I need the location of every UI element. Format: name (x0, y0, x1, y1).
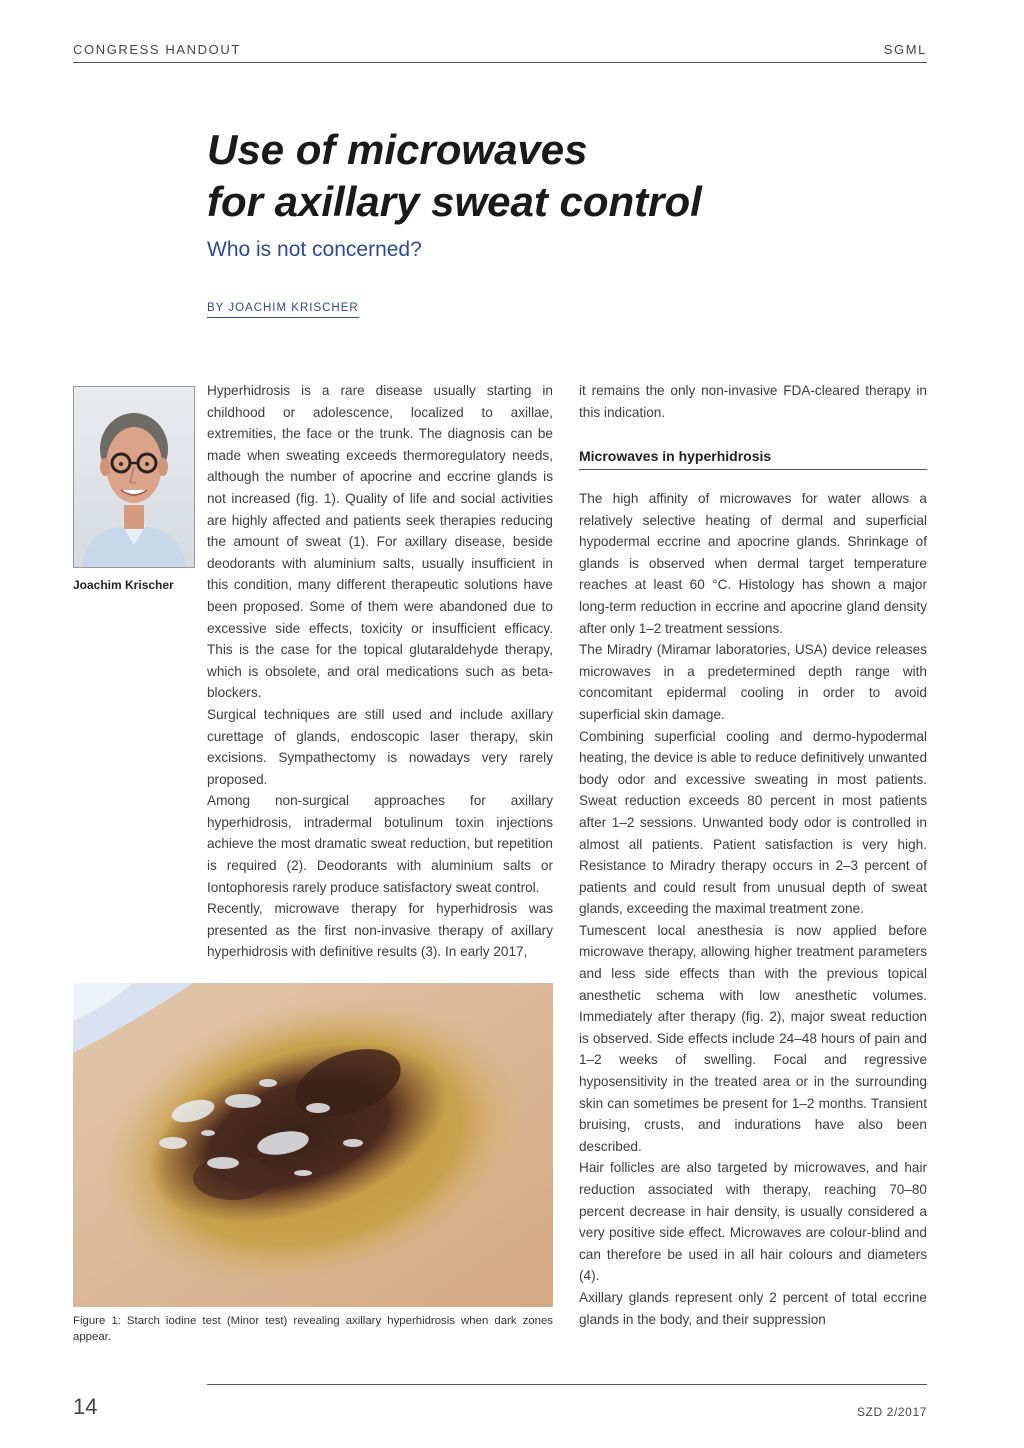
article-title (207, 124, 927, 228)
body-paragraph: Tumescent local anesthesia is now applied before microwave therapy, allowing higher treatment parameters and less side effects than with the previous topical anesthetic schema with low anesthetic volumes. Immediately after therapy (fig. 2), major sweat reduction is observed. Side effects include 24–48 hours of pain and 1–2 weeks of swelling. Focal and regressive hyposensitivity in the treated area or in the surrounding skin can sometimes be present for 1–2 months. Transient bruising, crusts, and indurations have also been described. (579, 922, 927, 1154)
body-paragraph: Hyperhidrosis is a rare disease usually starting in childhood or adolescence, localized to axillae, extremities, the face or the trunk. The diagnosis can be made when sweating exceeds thermoregulatory needs, although the number of apocrine and eccrine glands is not increased (fig. 1). Quality of life and social activities are highly affected and patients seek therapies reducing the amount of sweat (1). For axillary disease, beside deodorants with aluminium salts, usually insufficient in this condition, many different therapeutic solutions have been proposed. Some of them were abandoned due to excessive side effects, toxicity or insufficient efficacy. This is the case for the topical glutaraldehyde therapy, which is obsolete, and oral medications such as beta-blockers. (207, 383, 553, 701)
author-byline: BY JOACHIM KRISCHER (207, 302, 359, 318)
body-paragraph: Combining superficial cooling and dermo-hypodermal heating, the device is able to reduce definitively unwanted body odor and excessive sweating in most patients. Sweat reduction exceeds 80 percent in most patients after 1–2 sessions. Unwanted body odor is controlled in almost all patients. Patient satisfaction is very high. Resistance to Miradry therapy occurs in 2–3 percent of patients and could result from unusual depth of sweat glands, exceeding the maximal treatment zone. (579, 728, 927, 917)
body-column-right-intro (579, 380, 927, 423)
header-section-label: CONGRESS HANDOUT (73, 42, 241, 57)
section-heading: Microwaves in hyperhidrosis (579, 448, 927, 470)
body-paragraph: The Miradry (Miramar laboratories, USA) device releases microwaves in a predetermined depth range with concomitant epidermal cooling in order to avoid superficial skin damage. (579, 642, 927, 722)
body-paragraph: it remains the only non-invasive FDA-cleared therapy in this indication. (579, 383, 927, 420)
figure-starch-iodine-photo (73, 983, 553, 1307)
author-photo-caption: Joachim Krischer (73, 578, 174, 592)
header-society-label: SGML (883, 42, 927, 57)
body-column-left (207, 380, 553, 963)
body-paragraph: Axillary glands represent only 2 percent of total eccrine glands in the body, and their suppression (579, 1289, 927, 1327)
author-photo (73, 386, 195, 568)
body-paragraph: Among non-surgical approaches for axillary hyperhidrosis, intradermal botulinum toxin injections achieve the most dramatic sweat reduction, but repetition is required (2). Deodorants with aluminium salts or Iontophoresis rarely produce satisfactory sweat control. (207, 793, 553, 895)
footer-rule (207, 1384, 927, 1385)
issue-label: SZD 2/2017 (856, 1405, 927, 1419)
body-paragraph: Surgical techniques are still used and include axillary curettage of glands, endoscopic laser therapy, skin excisions. Sympathectomy is nowadays very rarely proposed. (207, 706, 553, 787)
body-column-right (579, 488, 927, 1330)
body-paragraph: Recently, microwave therapy for hyperhidrosis was presented as the first non-invasive therapy of axillary hyperhidrosis with definitive results (3). In early 2017, (207, 901, 553, 960)
figure-caption: Figure 1: Starch iodine test (Minor test) revealing axillary hyperhidrosis when dark zones appear. (73, 1315, 553, 1343)
body-paragraph: The high affinity of microwaves for water allows a relatively selective heating of dermal and superficial hypodermal eccrine and apocrine glands. Shrinkage of glands is observed when dermal target temperature reaches at least 60 °C. Histology has shown a major long-term reduction in eccrine and apocrine gland density after only 1–2 treatment sessions. (579, 491, 927, 636)
article-subtitle: Who is not concerned? (207, 238, 422, 261)
body-paragraph: Hair follicles are also targeted by microwaves, and hair reduction associated with therapy, reaching 70–80 percent decrease in hair density, is usually considered a very positive side effect. Microwaves are colour-blind and can therefore be used in all hair colours and diameters (4). (579, 1160, 927, 1284)
running-header (73, 42, 927, 63)
article-title-line: Use of microwaves (207, 126, 588, 173)
page-number: 14 (73, 1394, 98, 1419)
article-title-line: for axillary sweat control (207, 178, 702, 225)
